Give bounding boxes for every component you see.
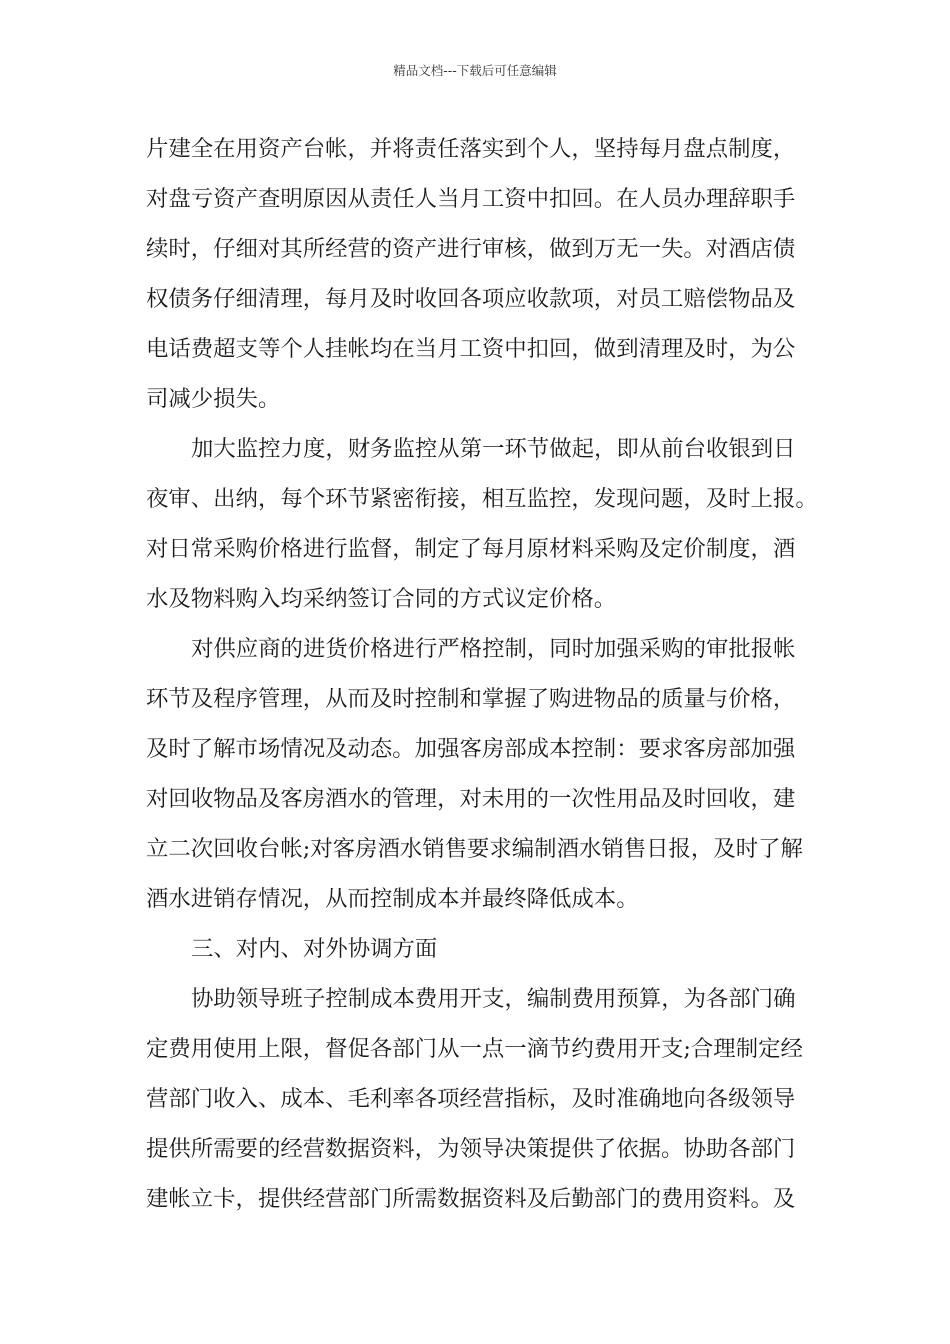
text-line: 酒水进销存情况，从而控制成本并最终降低成本。 — [146, 886, 639, 912]
text-line: 建帐立卡，提供经营部门所需数据资料及后勤部门的费用资料。及 — [146, 1186, 796, 1212]
text-line: 对回收物品及客房酒水的管理，对未用的一次性用品及时回收，建 — [146, 786, 796, 812]
text-line: 立二次回收台帐;对客房酒水销售要求编制酒水销售日报，及时了解 — [146, 836, 803, 862]
text-line: 权债务仔细清理，每月及时收回各项应收款项，对员工赔偿物品及 — [146, 286, 796, 312]
text-line: 电话费超支等个人挂帐均在当月工资中扣回，做到清理及时，为公 — [146, 336, 796, 362]
paragraph-first-line: 对供应商的进货价格进行严格控制，同时加强采购的审批报帐 — [191, 636, 796, 662]
text-line: 营部门收入、成本、毛利率各项经营指标，及时准确地向各级领导 — [146, 1086, 796, 1112]
text-line: 夜审、出纳，每个环节紧密衔接，相互监控，发现问题，及时上报。 — [146, 486, 818, 512]
text-line: 司减少损失。 — [146, 386, 281, 412]
document-body — [146, 128, 818, 1228]
text-line: 提供所需要的经营数据资料，为领导决策提供了依据。协助各部门 — [146, 1136, 796, 1162]
text-line: 对日常采购价格进行监督，制定了每月原材料采购及定价制度，酒 — [146, 536, 796, 562]
paragraph-first-line: 协助领导班子控制成本费用开支，编制费用预算，为各部门确 — [191, 986, 796, 1012]
text-line: 及时了解市场情况及动态。加强客房部成本控制：要求客房部加强 — [146, 736, 796, 762]
text-line: 对盘亏资产查明原因从责任人当月工资中扣回。在人员办理辞职手 — [146, 186, 796, 212]
text-line: 环节及程序管理，从而及时控制和掌握了购进物品的质量与价格， — [146, 686, 796, 712]
paragraph-first-line: 加大监控力度，财务监控从第一环节做起，即从前台收银到日 — [191, 436, 796, 462]
text-line: 定费用使用上限，督促各部门从一点一滴节约费用开支;合理制定经 — [146, 1036, 803, 1062]
page-header: 精品文档---下载后可任意编辑 — [393, 63, 557, 78]
text-line: 续时，仔细对其所经营的资产进行审核，做到万无一失。对酒店债 — [146, 236, 796, 262]
section-heading: 三、对内、对外协调方面 — [191, 936, 438, 962]
text-line: 水及物料购入均采纳签订合同的方式议定价格。 — [146, 586, 617, 612]
text-line: 片建全在用资产台帐，并将责任落实到个人，坚持每月盘点制度， — [146, 136, 796, 162]
